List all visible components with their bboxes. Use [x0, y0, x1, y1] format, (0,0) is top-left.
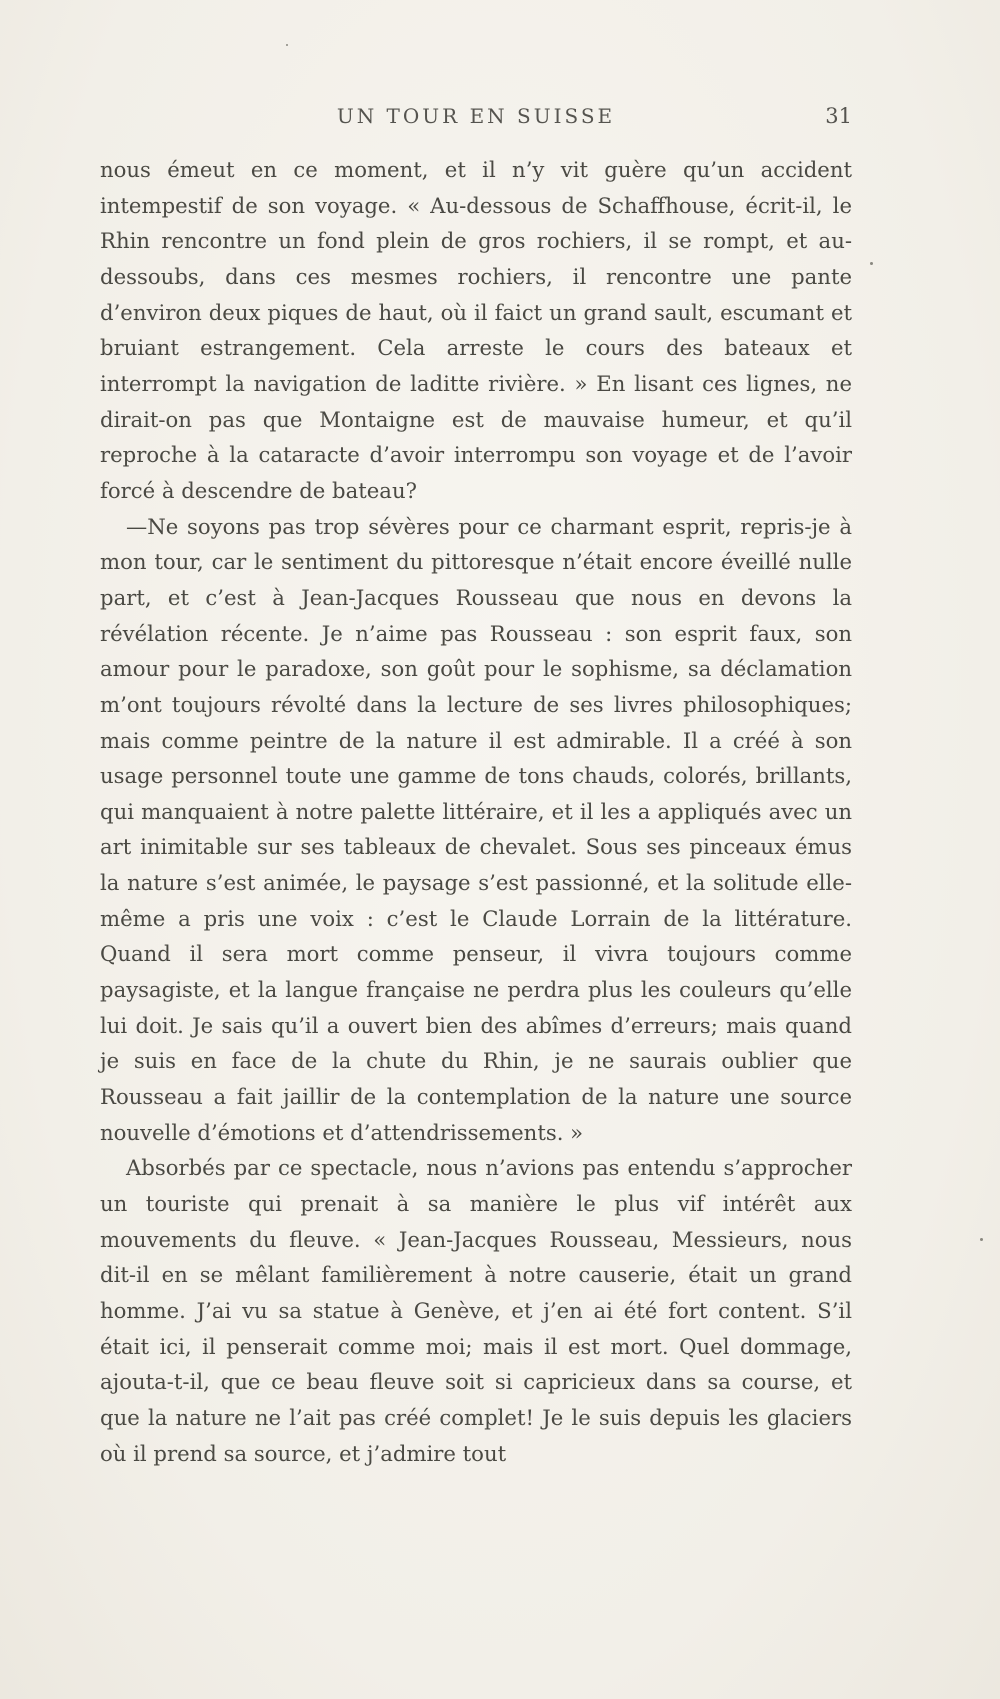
- body-text: [100, 152, 852, 1471]
- running-title: UN TOUR EN SUISSE: [336, 104, 616, 128]
- running-head: [100, 104, 852, 134]
- paper-speck: [980, 1238, 983, 1241]
- page-number: 31: [825, 104, 852, 128]
- paragraph-continuation: nous émeut en ce moment, et il n’y vit guère qu’un accident intempestif de son voyage. « Au-dessous de Schaffhouse, écrit-il, le Rhin rencontre un fond plein de gros rochiers, il se rompt, et au-dessoubs, dans ces mesmes rochiers, il rencontre une pante d’environ deux piques de haut, où il faict un grand sault, escumant et bruiant estrangement. Cela arreste le cours des bateaux et interrompt la navigation de laditte rivière. » En lisant ces lignes, ne dirait-on pas que Montaigne est de mauvaise humeur, et qu’il reproche à la cataracte d’avoir interrompu son voyage et de l’avoir forcé à descendre de bateau?: [100, 157, 852, 503]
- paragraph-tourist: Absorbés par ce spectacle, nous n’avions pas entendu s’approcher un touriste qui prenait à sa manière le plus vif intérêt aux mouvements du fleuve. « Jean-Jacques Rousseau, Messieurs, nous dit-il en se mêlant familièrement à notre causerie, était un grand homme. J’ai vu sa statue à Genève, et j’en ai été fort content. S’il était ici, il penserait comme moi; mais il est mort. Quel dommage, ajouta-t-il, que ce beau fleuve soit si capricieux dans sa course, et que la nature ne l’ait pas créé complet! Je le suis depuis les glaciers où il prend sa source, et j’admire tout: [100, 1155, 852, 1466]
- paper-speck: [286, 44, 288, 46]
- paragraph-reply: —Ne soyons pas trop sévères pour ce charmant esprit, repris-je à mon tour, car le sentiment du pittoresque n’était encore éveillé nulle part, et c’est à Jean-Jacques Rousseau que nous en devons la révélation récente. Je n’aime pas Rousseau : son esprit faux, son amour pour le paradoxe, son goût pour le sophisme, sa déclamation m’ont toujours révolté dans la lecture de ses livres philosophiques; mais comme peintre de la nature il est admirable. Il a créé à son usage personnel toute une gamme de tons chauds, colorés, brillants, qui manquaient à notre palette littéraire, et il les a appliqués avec un art inimitable sur ses tableaux de chevalet. Sous ses pinceaux émus la nature s’est animée, le paysage s’est passionné, et la solitude elle-même a pris une voix : c’est le Claude Lorrain de la littérature. Quand il sera mort comme penseur, il vivra toujours comme paysagiste, et la langue française ne perdra plus les couleurs qu’elle lui doit. Je sais qu’il a ouvert bien des abîmes d’erreurs; mais quand je suis en face de la chute du Rhin, je ne saurais oublier que Rousseau a fait jaillir de la contemplation de la nature une source nouvelle d’émotions et d’attendrissements. »: [100, 513, 852, 1145]
- paper-speck: [870, 262, 873, 265]
